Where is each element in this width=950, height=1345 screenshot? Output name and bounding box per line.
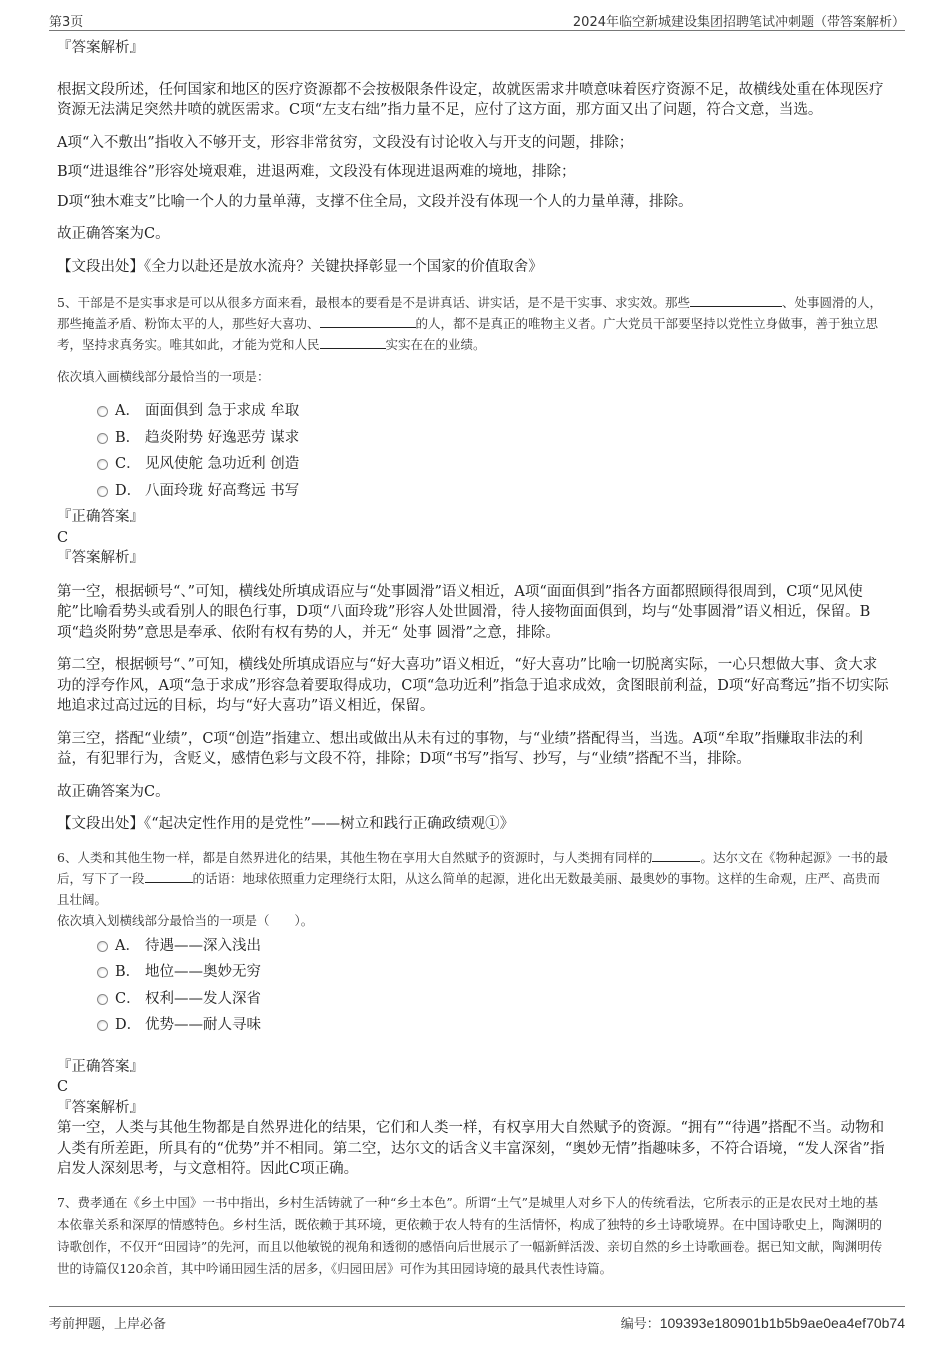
q5-analysis-para: 第三空，搭配“业绩”，C项“创造”指建立、想出或做出从未有过的事物，与“业绩”搭配得当，当选。A项“牟取”指赚取非法的利益，有犯罪行为，含贬义，感情色彩与文段不符，排除；D项“书写”指写、抄写，与“业绩”搭配不当，排除。 <box>57 730 863 767</box>
radio-icon[interactable] <box>97 967 108 978</box>
document-code: 编号：109393e180901b1b5b9ae0ea4ef70b74 <box>620 1315 905 1332</box>
q6-analysis-label: 『答案解析』 <box>57 1099 144 1116</box>
q5-options <box>57 398 889 504</box>
q6-blank-1 <box>652 847 700 862</box>
q5-analysis-para: 第二空，根据顿号“、”可知，横线处所填成语应与“好大喜功”语义相近，“好大喜功”比喻一切脱离实际，一心只想做大事、贪大求功的浮夸作风，A项“急于求成”形容急着要取得成功，C项“急功近利”指急于追求成效，贪图眼前利益，D项“好高骛远”指不切实际地追求过高过远的目标，均与“好大喜功”语义相近，保留。 <box>57 657 889 714</box>
q4-analysis-label: 『答案解析』 <box>57 40 144 56</box>
q6-option-b[interactable]: B． 地位——奥妙无穷 <box>57 959 889 986</box>
q5-answer: C <box>57 529 69 546</box>
page-number: 第3页 <box>49 15 84 30</box>
radio-icon[interactable] <box>97 459 108 470</box>
q5-correct-label: 『正确答案』 <box>57 509 144 525</box>
radio-icon[interactable] <box>97 406 108 417</box>
q4-source: 【文段出处】《全力以赴还是放水流舟？关键抉择彰显一个国家的价值取舍》 <box>57 258 543 275</box>
q5-source: 【文段出处】《“起决定性作用的是党性”——树立和践行正确政绩观①》 <box>57 816 515 832</box>
page-footer <box>49 1306 905 1335</box>
document-title: 2024年临空新城建设集团招聘笔试冲刺题（带答案解析） <box>572 15 905 30</box>
radio-icon[interactable] <box>97 1020 108 1031</box>
page-content <box>57 38 889 1280</box>
q4-analysis-para: B项“进退维谷”形容处境艰难，进退两难，文段没有体现进退两难的境地，排除； <box>57 164 576 180</box>
q4-analysis-para: D项“独木难支”比喻一个人的力量单薄，支撑不住全局，文段并没有体现一个人的力量单薄，排除。 <box>57 193 693 210</box>
q5-prompt: 依次填入画横线部分最恰当的一项是： <box>57 369 270 384</box>
q4-analysis-para: A项“入不敷出”指收入不够开支，形容非常贫穷，文段没有讨论收入与开支的问题，排除； <box>57 134 634 151</box>
page-header <box>49 8 905 31</box>
q4-answer-line: 故正确答案为C。 <box>57 226 170 242</box>
q6-option-d[interactable]: D． 优势——耐人寻味 <box>57 1012 889 1039</box>
q6-option-a[interactable]: A． 待遇——深入浅出 <box>57 933 889 960</box>
radio-icon[interactable] <box>97 994 108 1005</box>
q5-option-a[interactable]: A． 面面俱到 急于求成 牟取 <box>57 398 889 425</box>
q5-stem: 5、干部是不是实事求是可以从很多方面来看，最根本的要看是不是讲真话、讲实话，是不是干实事、求实效。那些 、处事圆滑的人，那些掩盖矛盾、粉饰太平的人，那些好大喜功、 的人，都不是真正的唯物主义者。广大党员干部要坚持以党性立身做事，善于独立思考，坚持求真务实。唯其如此，才能为党和人民 实实在在的业绩。 <box>57 292 889 355</box>
q5-option-b[interactable]: B． 趋炎附势 好逸恶劳 谋求 <box>57 425 889 452</box>
q5-option-c[interactable]: C． 见风使舵 急功近利 创造 <box>57 451 889 478</box>
radio-icon[interactable] <box>97 433 108 444</box>
q6-option-c[interactable]: C． 权利——发人深省 <box>57 986 889 1013</box>
q6-blank-2 <box>145 868 193 883</box>
q7-stem: 7、费孝通在《乡土中国》一书中指出，乡村生活铸就了一种“乡土本色”。所谓“土气”是城里人对乡下人的传统看法，它所表示的正是农民对土地的基本依靠关系和深厚的情感特色。乡村生活，既依赖于其环境，更依赖于农人特有的生活情怀，构成了独特的乡土诗歌境界。在中国诗歌史上，陶渊明的诗歌创作，不仅开“田园诗”的先河，而且以他敏锐的视角和透彻的感悟向后世展示了一幅新鲜活泼、亲切自然的乡土诗歌画卷。据已知文献，陶渊明传世的诗篇仅120余首，其中吟诵田园生活的居多，《归园田居》可作为其田园诗境的最具代表性诗篇。 <box>57 1194 883 1276</box>
footer-slogan: 考前押题，上岸必备 <box>49 1317 167 1332</box>
q4-analysis-para: 根据文段所述，任何国家和地区的医疗资源都不会按极限条件设定，故就医需求井喷意味着医疗资源不足，故横线处重在体现医疗资源无法满足突然井喷的就医需求。C项“左支右绌”指力量不足，应付了这方面，那方面又出了问题，符合文意，当选。 <box>57 81 884 118</box>
q6-options <box>57 933 889 1039</box>
q6-correct-label: 『正确答案』 <box>57 1058 144 1075</box>
q6-stem: 6、人类和其他生物一样，都是自然界进化的结果，其他生物在享用大自然赋予的资源时，与人类拥有同样的 。达尔文在《物种起源》一书的最后，写下了一段 的话语：地球依照重力定理绕行太阳，从这么简单的起源，进化出无数最美丽、最奥妙的事物。这样的生命观，庄严、高贵而且壮阔。 <box>57 847 889 910</box>
q5-blank-3 <box>320 334 386 349</box>
q5-analysis-para: 第一空，根据顿号“、”可知，横线处所填成语应与“处事圆滑”语义相近，A项“面面俱到”指各方面都照顾得很周到，C项“见风使舵”比喻看势头或看别人的眼色行事，D项“八面玲珑”形容人处世圆滑，待人接物面面俱到，均与“处事圆滑”语义相近，保留。B项“趋炎附势”意思是奉承、依附有权有势的人，并无“ 处事 圆滑”之意，排除。 <box>57 583 871 641</box>
q5-blank-2 <box>320 313 416 328</box>
q6-answer: C <box>57 1079 69 1095</box>
radio-icon[interactable] <box>97 486 108 497</box>
q6-analysis-para: 第一空，人类与其他生物都是自然界进化的结果，它们和人类一样，有权享用大自然赋予的资源。“拥有”“待遇”搭配不当。动物和人类有所差距，所具有的“优势”并不相同。第二空，达尔文的话含义丰富深刻，“奥妙无情”指趣味多，不符合语境，“发人深省”指启发人深刻思考，与文意相符。因此C项正确。 <box>57 1120 885 1177</box>
q5-blank-1 <box>690 292 782 307</box>
q6-prompt: 依次填入划横线部分最恰当的一项是（ ）。 <box>57 912 314 928</box>
q5-analysis-label: 『答案解析』 <box>57 550 144 566</box>
q5-option-d[interactable]: D． 八面玲珑 好高骛远 书写 <box>57 478 889 505</box>
radio-icon[interactable] <box>97 941 108 952</box>
q5-answer-line: 故正确答案为C。 <box>57 783 170 800</box>
